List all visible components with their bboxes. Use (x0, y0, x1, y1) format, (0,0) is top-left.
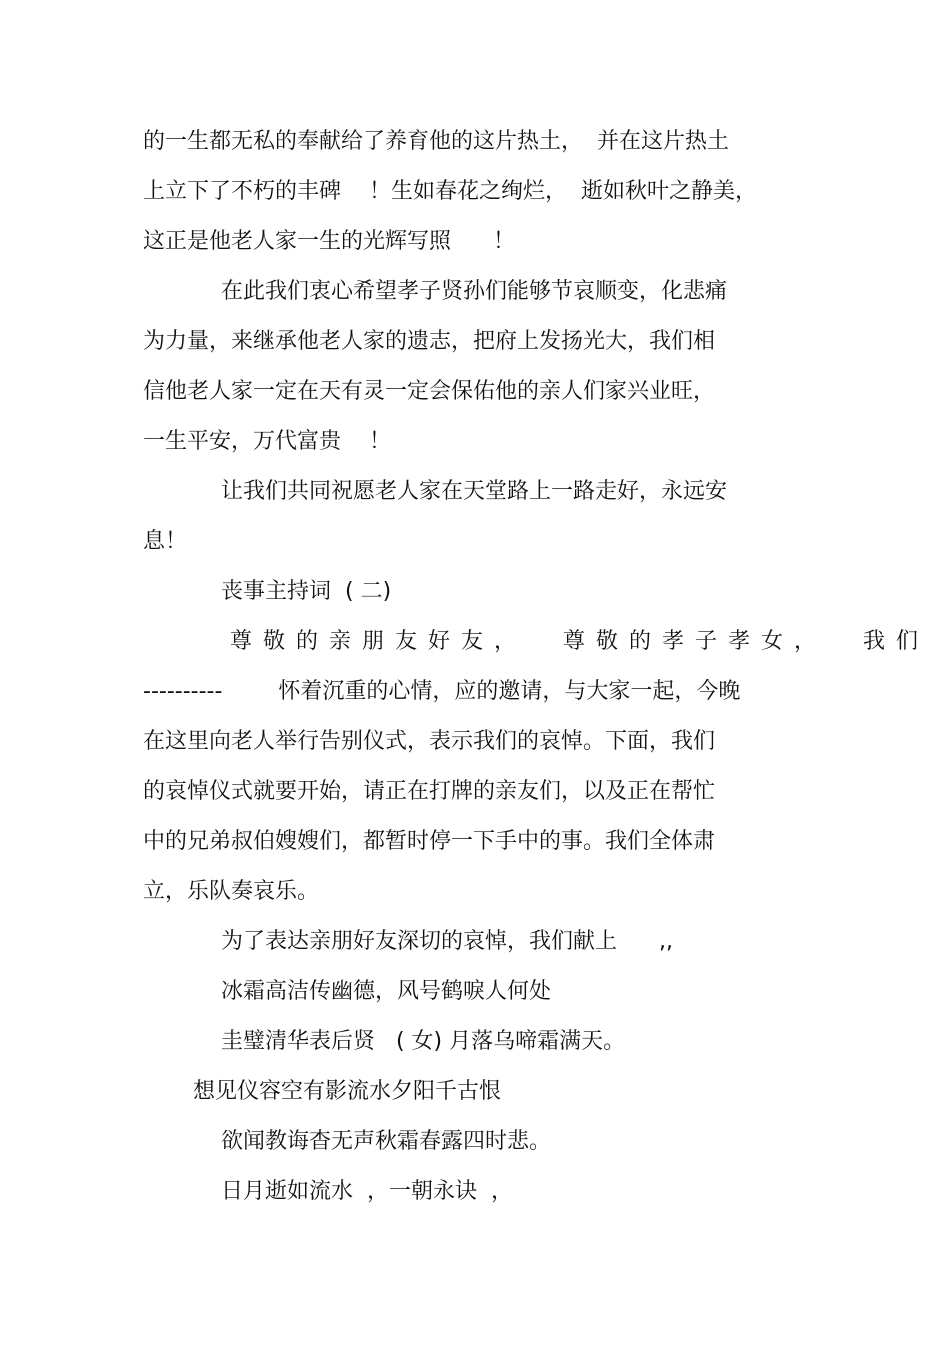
text-line-8: 让我们共同祝愿老人家在天堂路上一路走好，永远安 (221, 479, 728, 504)
couplet-line-3: 想见仪容空有影流水夕阳千古恨 (193, 1079, 502, 1104)
text-line-7: 一生平安，万代富贵 ！ (143, 429, 391, 454)
section-heading: 丧事主持词 ( 二) (221, 579, 392, 604)
text-line-22: 日月逝如流水 ，一朝永诀 ， (221, 1179, 513, 1204)
text-line-14: 的哀悼仪式就要开始，请正在打牌的亲友们，以及正在帮忙 (143, 779, 716, 804)
text-line-11: 尊敬的亲朋友好友， 尊敬的孝子孝女， 我们 (230, 629, 929, 654)
couplet-line-1: 冰霜高洁传幽德，风号鹤唳人何处 (221, 979, 552, 1004)
text-line-15: 中的兄弟叔伯嫂嫂们，都暂时停一下手中的事。我们全体肃 (143, 829, 716, 854)
text-line-6: 信他老人家一定在天有灵一定会保佑他的亲人们家兴业旺， (143, 379, 716, 404)
text-line-9: 息！ (143, 529, 188, 554)
text-line-16: 立，乐队奏哀乐。 (143, 879, 320, 904)
text-line-17: 为了表达亲朋好友深切的哀悼，我们献上 ,, (221, 929, 673, 954)
couplet-line-2: 圭璧清华表后贤 ( 女) 月落乌啼霜满天。 (221, 1029, 626, 1054)
text-line-5: 为力量，来继承他老人家的遗志，把府上发扬光大，我们相 (143, 329, 716, 354)
text-line-3: 这正是他老人家一生的光辉写照 ！ (143, 229, 515, 254)
text-line-2: 上立下了不朽的丰碑 ！生如春花之绚烂， 逝如秋叶之静美， (143, 179, 757, 204)
couplet-line-4: 欲闻教诲杳无声秋霜春露四时悲。 (221, 1129, 552, 1154)
text-line-13: 在这里向老人举行告别仪式，表示我们的哀悼。下面，我们 (143, 729, 716, 754)
text-line-4: 在此我们衷心希望孝子贤孙们能够节哀顺变，化悲痛 (221, 279, 728, 304)
text-line-1: 的一生都无私的奉献给了养育他的这片热土， 并在这片热土 (143, 129, 729, 154)
text-line-12: ---------- 怀着沉重的心情，应的邀请，与大家一起，今晚 (143, 679, 741, 704)
